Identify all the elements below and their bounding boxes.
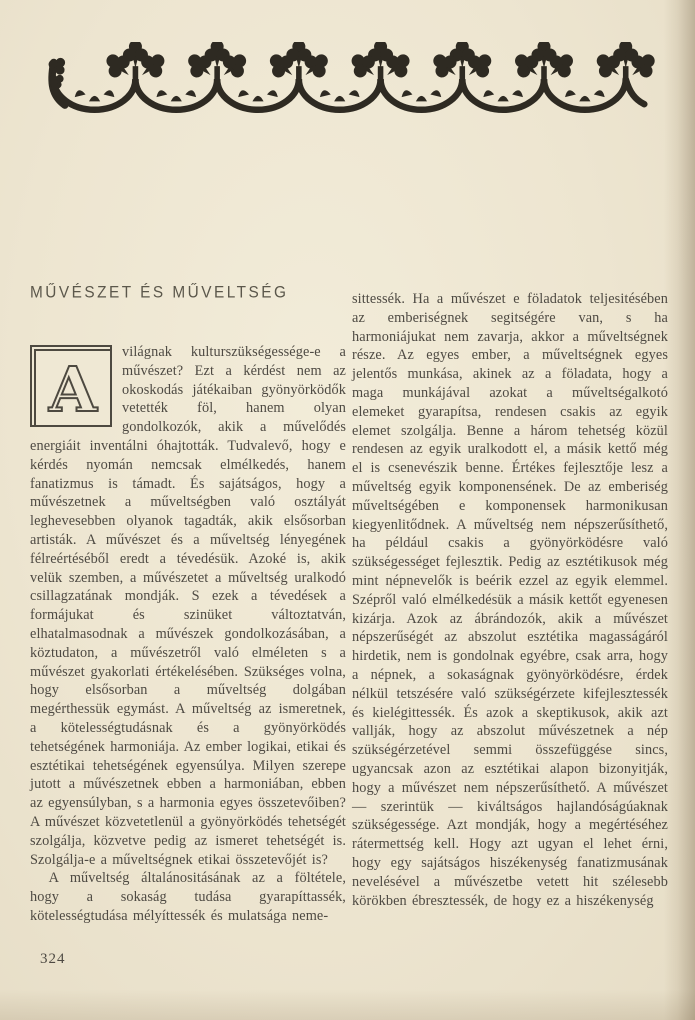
drop-cap-inner-frame [34,349,112,427]
left-column-paragraph-1: világnak kulturszükségessége-e a művészet? Ezt a kérdést nem az okoskodás játékaiban gyönyörködők vetették föl, hanem olyan gondolkozók, akik a művelődés energiáit inventálni óhajtották. Tudvalevő, hogy e kérdés nyomán nemcsak elmélkedés, hanem fanatizmus is támadt. És sajátságos, hogy a művészetnek a műveltségben való osztályát leghevesebben olyanok tagadták, akik elsősorban artisták. A művészet és a műveltség lényegének félreértéséből eredt a tévedésük. Azoké is, akik velük szemben, a művészetet a műveltség uralkodó csillagzatának mondják. S ezek a tévedések a formájukat és szinüket változtatván, elhatalmasodnak a művészek gondolkozásában, a köztudaton, a művészetről való elméleten s a művészet gyakorlati értékelésében. Szükséges volna, hogy elsősorban a műveltség dolgában megérthessük egymást. A műveltség az ismeretnek, a kötelességtudásnak és a gyönyörködés tehetségének harmoniája. Az ember logikai, etikai és esztétikai tehetségének egyensúlya. Milyen szerepe jutott a művészetnek ebben a harmoniában, ebben az egyensúlyban, s a harmonia egyes összetevőiben? A művészet közvetetlenül a gyönyörködés tehetségét szolgálja, közvetve pedig az ismeret tehetségét is. Szolgálja-e a műveltségnek etikai összetevőjét is? [30,344,346,868]
drop-cap-box [30,345,112,427]
left-column [30,343,346,975]
drop-cap-letter: A [48,355,98,421]
top-border-ornament-icon [38,42,660,120]
page-number: 324 [40,951,66,967]
drop-cap-letter-icon [42,355,104,421]
right-column [352,290,668,974]
left-column-paragraph-2: A műveltség általánositásának az a föltétele, hogy a sokaság tudása gyarapíttassék, kötelességtudása mélyíttessék és mulatsága neme- [30,870,346,924]
article-title: MŰVÉSZET ÉS MŰVELTSÉG [30,284,289,302]
right-column-paragraph-1: sittessék. Ha a művészet e föladatok teljesitésében az emberiségnek segitségére van, s ha harmoniájukat nem zavarja, akkor a műveltségnek része. Az egyes ember, a műveltségnek egyes jelentős munkása, akinek az a föladata, hogy a maga munkájával azokat a műveltségalkotó elemeket gyarapítsa, rendesen csakis az egyik elemet szolgálja. Benne a három tehetség közül rendesen az egyik uralkodott el, a másik kettő még el is csenevészik benne. Értékes fejlesztője lesz a műveltség egyik komponensének. De az emberiség műveltségében e komponensek harmonikusan kiegyenlitődnek. A műveltség nem népszerűsíthető, ha például csakis a gyönyörködésre való szükségességet fejlesztik. Pedig az esztétikusok még mint népnevelők is beérik ezzel az egyik elemmel. Szépről való elmélkedésük a másik kettőt egyenesen kizárja. Azok az ábrándozók, akik a művészet népszerűségét az abszolut esztétika magasságáról hirdetik, nem is gondolnak egyébre, csak arra, hogy a népnek, a sokaságnak gyönyörködésre, érdek nélkül tetszésére való szükségérzete kifejlesztessék és kielégittessék. És azok a skeptikusok, akik azt vallják, hogy az abszolut művészetnek a nép szükségérzetével semmi összefüggése sincs, ugyancsak azon az esztétikai alapon bizonyitják, hogy a művészet nem népszerűsíthető. A művészet — szerintük — kiváltságos hajlandóságúaknak szükségessége. Azt mondják, hogy a megértéséhez rátermettség kell. Hogy azt ugyan el lehet érni, hogy egy sajátságos hiszékenység fanatizmusának nevelésével a művészetbe vetett hit szélesebb körökben ébresztessék, de hogy ez a hiszékenység [352,291,668,909]
